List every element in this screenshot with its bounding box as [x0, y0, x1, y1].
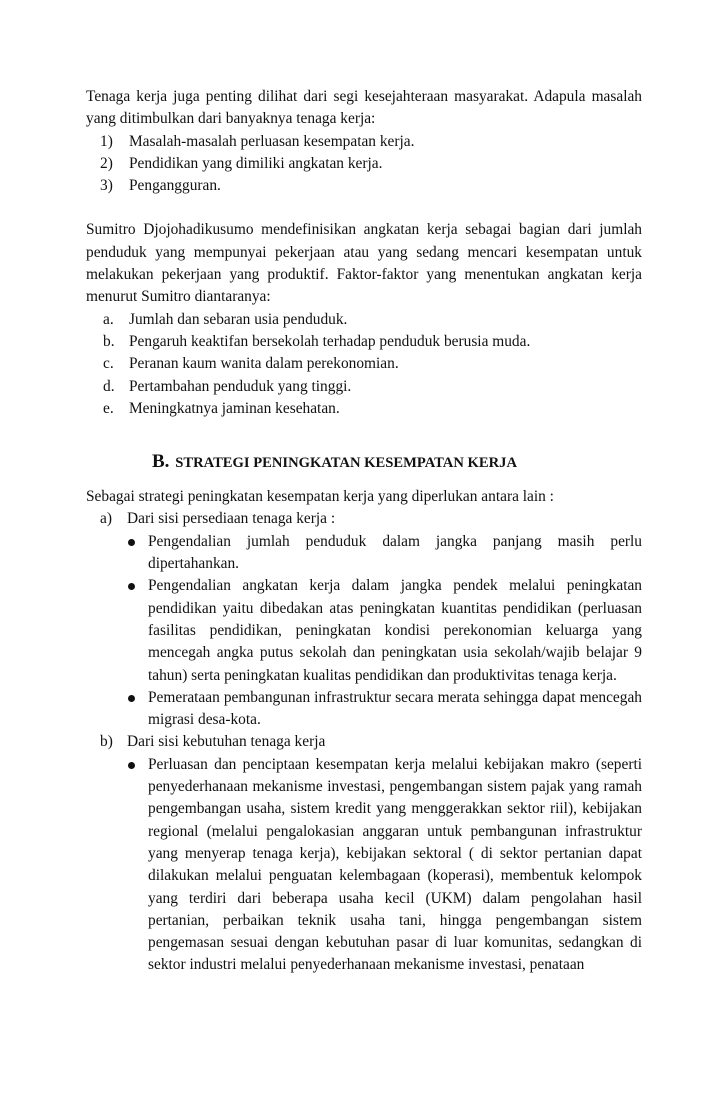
list-marker: d.	[103, 377, 115, 395]
paragraph-definition: Sumitro Djojohadikusumo mendefinisikan angkatan kerja sebagai bagian dari jumlah penduduk yang mempunyai pekerjaan atau yang sedang mencari kesempatan untuk melakukan pekerjaan yang produktif. Faktor-faktor yang menentukan angkatan kerja menurut Sumitro diantaranya:	[86, 221, 642, 306]
list-item	[86, 175, 642, 197]
list-item	[86, 331, 642, 353]
list-item-text: Peranan kaum wanita dalam perekonomian.	[129, 355, 399, 373]
list-marker: e.	[103, 399, 114, 417]
list-item	[86, 131, 642, 153]
section-heading-text: STRATEGI PENINGKATAN KESEMPATAN KERJA	[175, 455, 517, 472]
bullet-icon	[128, 539, 135, 546]
bullet-item	[86, 531, 642, 576]
list-item-text: Pengaruh keaktifan bersekolah terhadap penduduk berusia muda.	[129, 332, 531, 350]
list-item-text: Pengangguran.	[129, 177, 221, 195]
list-marker: 3)	[100, 177, 113, 195]
spacer	[86, 420, 642, 448]
paragraph-strategy: Sebagai strategi peningkatan kesempatan kerja yang diperlukan antara lain :	[86, 488, 554, 506]
bullet-item	[86, 687, 642, 732]
list-item	[86, 353, 642, 375]
lettered-list	[86, 309, 642, 420]
section-marker: b)	[100, 733, 113, 751]
section-heading-letter: B.	[152, 451, 170, 473]
section-supply	[86, 508, 642, 530]
bullet-list-demand	[86, 754, 642, 977]
bullet-icon	[128, 762, 135, 769]
list-item	[86, 309, 642, 331]
section-title: Dari sisi kebutuhan tenaga kerja	[127, 733, 326, 751]
list-item-text: Jumlah dan sebaran usia penduduk.	[129, 310, 348, 328]
bullet-icon	[128, 695, 135, 702]
list-marker: a.	[103, 310, 114, 328]
section-demand	[86, 731, 642, 753]
list-item-text: Meningkatnya jaminan kesehatan.	[129, 399, 340, 417]
paragraph-intro: Tenaga kerja juga penting dilihat dari segi kesejahteraan masyarakat. Adapula masalah yang ditimbulkan dari banyaknya tenaga kerja:	[86, 88, 642, 128]
list-item-text: Pendidikan yang dimiliki angkatan kerja.	[129, 154, 383, 172]
list-item	[86, 398, 642, 420]
numbered-list	[86, 131, 642, 198]
list-item-text: Masalah-masalah perluasan kesempatan kerja.	[129, 132, 415, 150]
section-heading	[86, 448, 642, 486]
section-title: Dari sisi persediaan tenaga kerja :	[127, 510, 336, 528]
bullet-list-supply	[86, 531, 642, 732]
list-marker: 2)	[100, 154, 113, 172]
section-marker: a)	[100, 510, 112, 528]
list-marker: c.	[103, 355, 114, 373]
list-item-text: Pertambahan penduduk yang tinggi.	[129, 377, 352, 395]
bullet-text: Pemerataan pembangunan infrastruktur secara merata sehingga dapat mencegah migrasi desa-kota.	[148, 688, 642, 729]
list-marker: b.	[103, 332, 115, 350]
bullet-text: Pengendalian jumlah penduduk dalam jangka panjang masih perlu dipertahankan.	[148, 532, 642, 573]
bullet-icon	[128, 583, 135, 590]
list-item	[86, 153, 642, 175]
bullet-text: Pengendalian angkatan kerja dalam jangka pendek melalui peningkatan pendidikan yaitu dibedakan atas peningkatan kuantitas pendidikan (perluasan fasilitas pendidikan, peningkatan kondisi perekonomian keluarga yang mencegah angka putus sekolah dan peningkatan usia sekolah/wajib belajar 9 tahun) serta peningkatan kualitas pendidikan dan produktivitas tenaga kerja.	[148, 577, 642, 684]
document-content	[86, 86, 642, 977]
bullet-item	[86, 754, 642, 977]
spacer	[86, 197, 642, 219]
list-item	[86, 376, 642, 398]
bullet-text: Perluasan dan penciptaan kesempatan kerja melalui kebijakan makro (seperti penyederhanaan mekanisme investasi, pengembangan sistem pajak yang ramah pengembangan usaha, sistem kredit yang menggerakkan sektor riil), kebijakan regional (melalui pengalokasian anggaran untuk pembangunan infrastruktur yang menyerap tenaga kerja), kebijakan sektoral ( di sektor pertanian dapat dilakukan melalui penguatan kelembagaan (koperasi), membentuk kelompok yang terdiri dari beberapa usaha kecil (UKM) dalam pengolahan hasil pertanian, perbaikan teknik usaha tani, hingga pengembangan sistem pengemasan sesuai dengan kebutuhan pasar di luar komunitas, sedangkan di sektor industri melalui penyederhanaan mekanisme investasi, penataan	[148, 755, 642, 974]
bullet-item	[86, 575, 642, 686]
list-marker: 1)	[100, 132, 113, 150]
